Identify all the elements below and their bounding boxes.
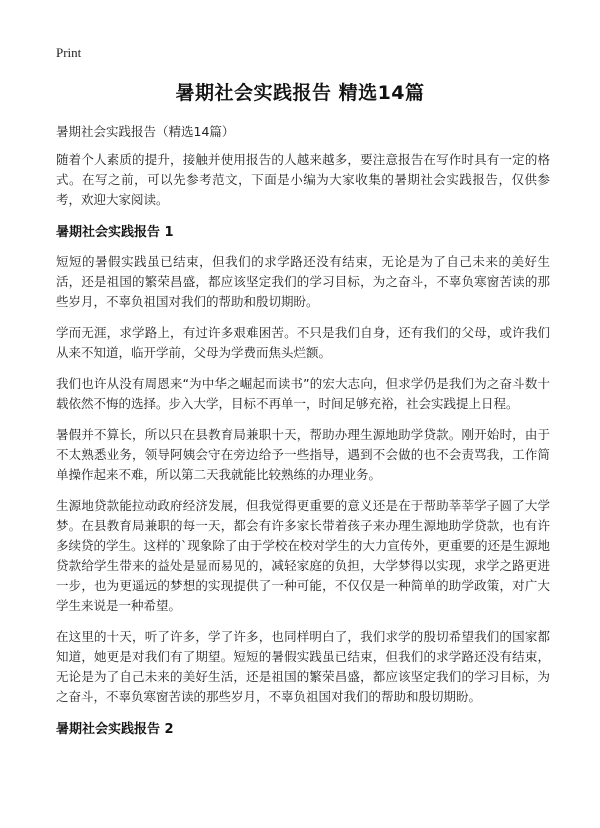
- section-heading: 暑期社会实践报告 1: [56, 225, 174, 240]
- print-label[interactable]: Print: [56, 45, 82, 60]
- body-paragraph: 生源地贷款能拉动政府经济发展，但我觉得更重要的意义还是在于帮助莘莘学子圆了大学梦。在县教育局兼职的每一天，都会有许多家长带着孩子来办理生源地助学贷款，也有许多续贷的学生。这样的`现象除了由于学校在校对学生的大力宣传外，更重要的还是生源地贷款给学生带来的益处是显而易见的，减轻家庭的负担，大学梦得以实现，求学之路更进一步，也为更遥远的梦想的实现提供了一种可能，不仅仅是一种简单的助学政策，对广大学生来说是一种希望。: [56, 498, 550, 613]
- body-paragraph: 短短的暑假实践虽已结束，但我们的求学路还没有结束，无论是为了自己未来的美好生活，还是祖国的繁荣昌盛，都应该坚定我们的学习目标，为之奋斗，不辜负寒窗苦读的那些岁月，不辜负祖国对我们的帮助和殷切期盼。: [56, 254, 550, 309]
- body-paragraph: 暑假并不算长，所以只在县教育局兼职十天，帮助办理生源地助学贷款。刚开始时，由于不太熟悉业务，领导阿姨会守在旁边给予一些指导，遇到不会做的也不会责骂我，工作简单操作起来不难，所以第二天我就能比较熟练的办理业务。: [56, 427, 550, 482]
- body-paragraph: 学而无涯，求学路上，有过许多艰难困苦。不只是我们自身，还有我们的父母，或许我们从来不知道，临开学前，父母为学费而焦头烂额。: [56, 325, 550, 360]
- intro-paragraph: 随着个人素质的提升，接触并使用报告的人越来越多，要注意报告在写作时具有一定的格式。在写之前，可以先参考范文，下面是小编为大家收集的暑期社会实践报告，仅供参考，欢迎大家阅读。: [56, 152, 550, 207]
- document-subtitle: 暑期社会实践报告（精选14篇）: [56, 124, 235, 139]
- section-heading: 暑期社会实践报告 2: [56, 722, 174, 737]
- document-body: [56, 150, 550, 749]
- body-paragraph: 在这里的十天，听了许多，学了许多，也同样明白了，我们求学的殷切希望我们的国家都知道，她更是对我们有了期望。短短的暑假实践虽已结束，但我们的求学路还没有结束，无论是为了自己未来的美好生活，还是祖国的繁荣昌盛，都应该坚定我们的学习目标，为之奋斗，不辜负寒窗苦读的那些岁月，不辜负祖国对我们的帮助和殷切期盼。: [56, 629, 550, 704]
- body-paragraph: 我们也许从没有周恩来“为中华之崛起而读书”的宏大志向，但求学仍是我们为之奋斗数十载依然不悔的选择。步入大学，目标不再单一，时间足够充裕，社会实践提上日程。: [56, 376, 550, 411]
- page-title: 暑期社会实践报告 精选14篇: [175, 82, 425, 104]
